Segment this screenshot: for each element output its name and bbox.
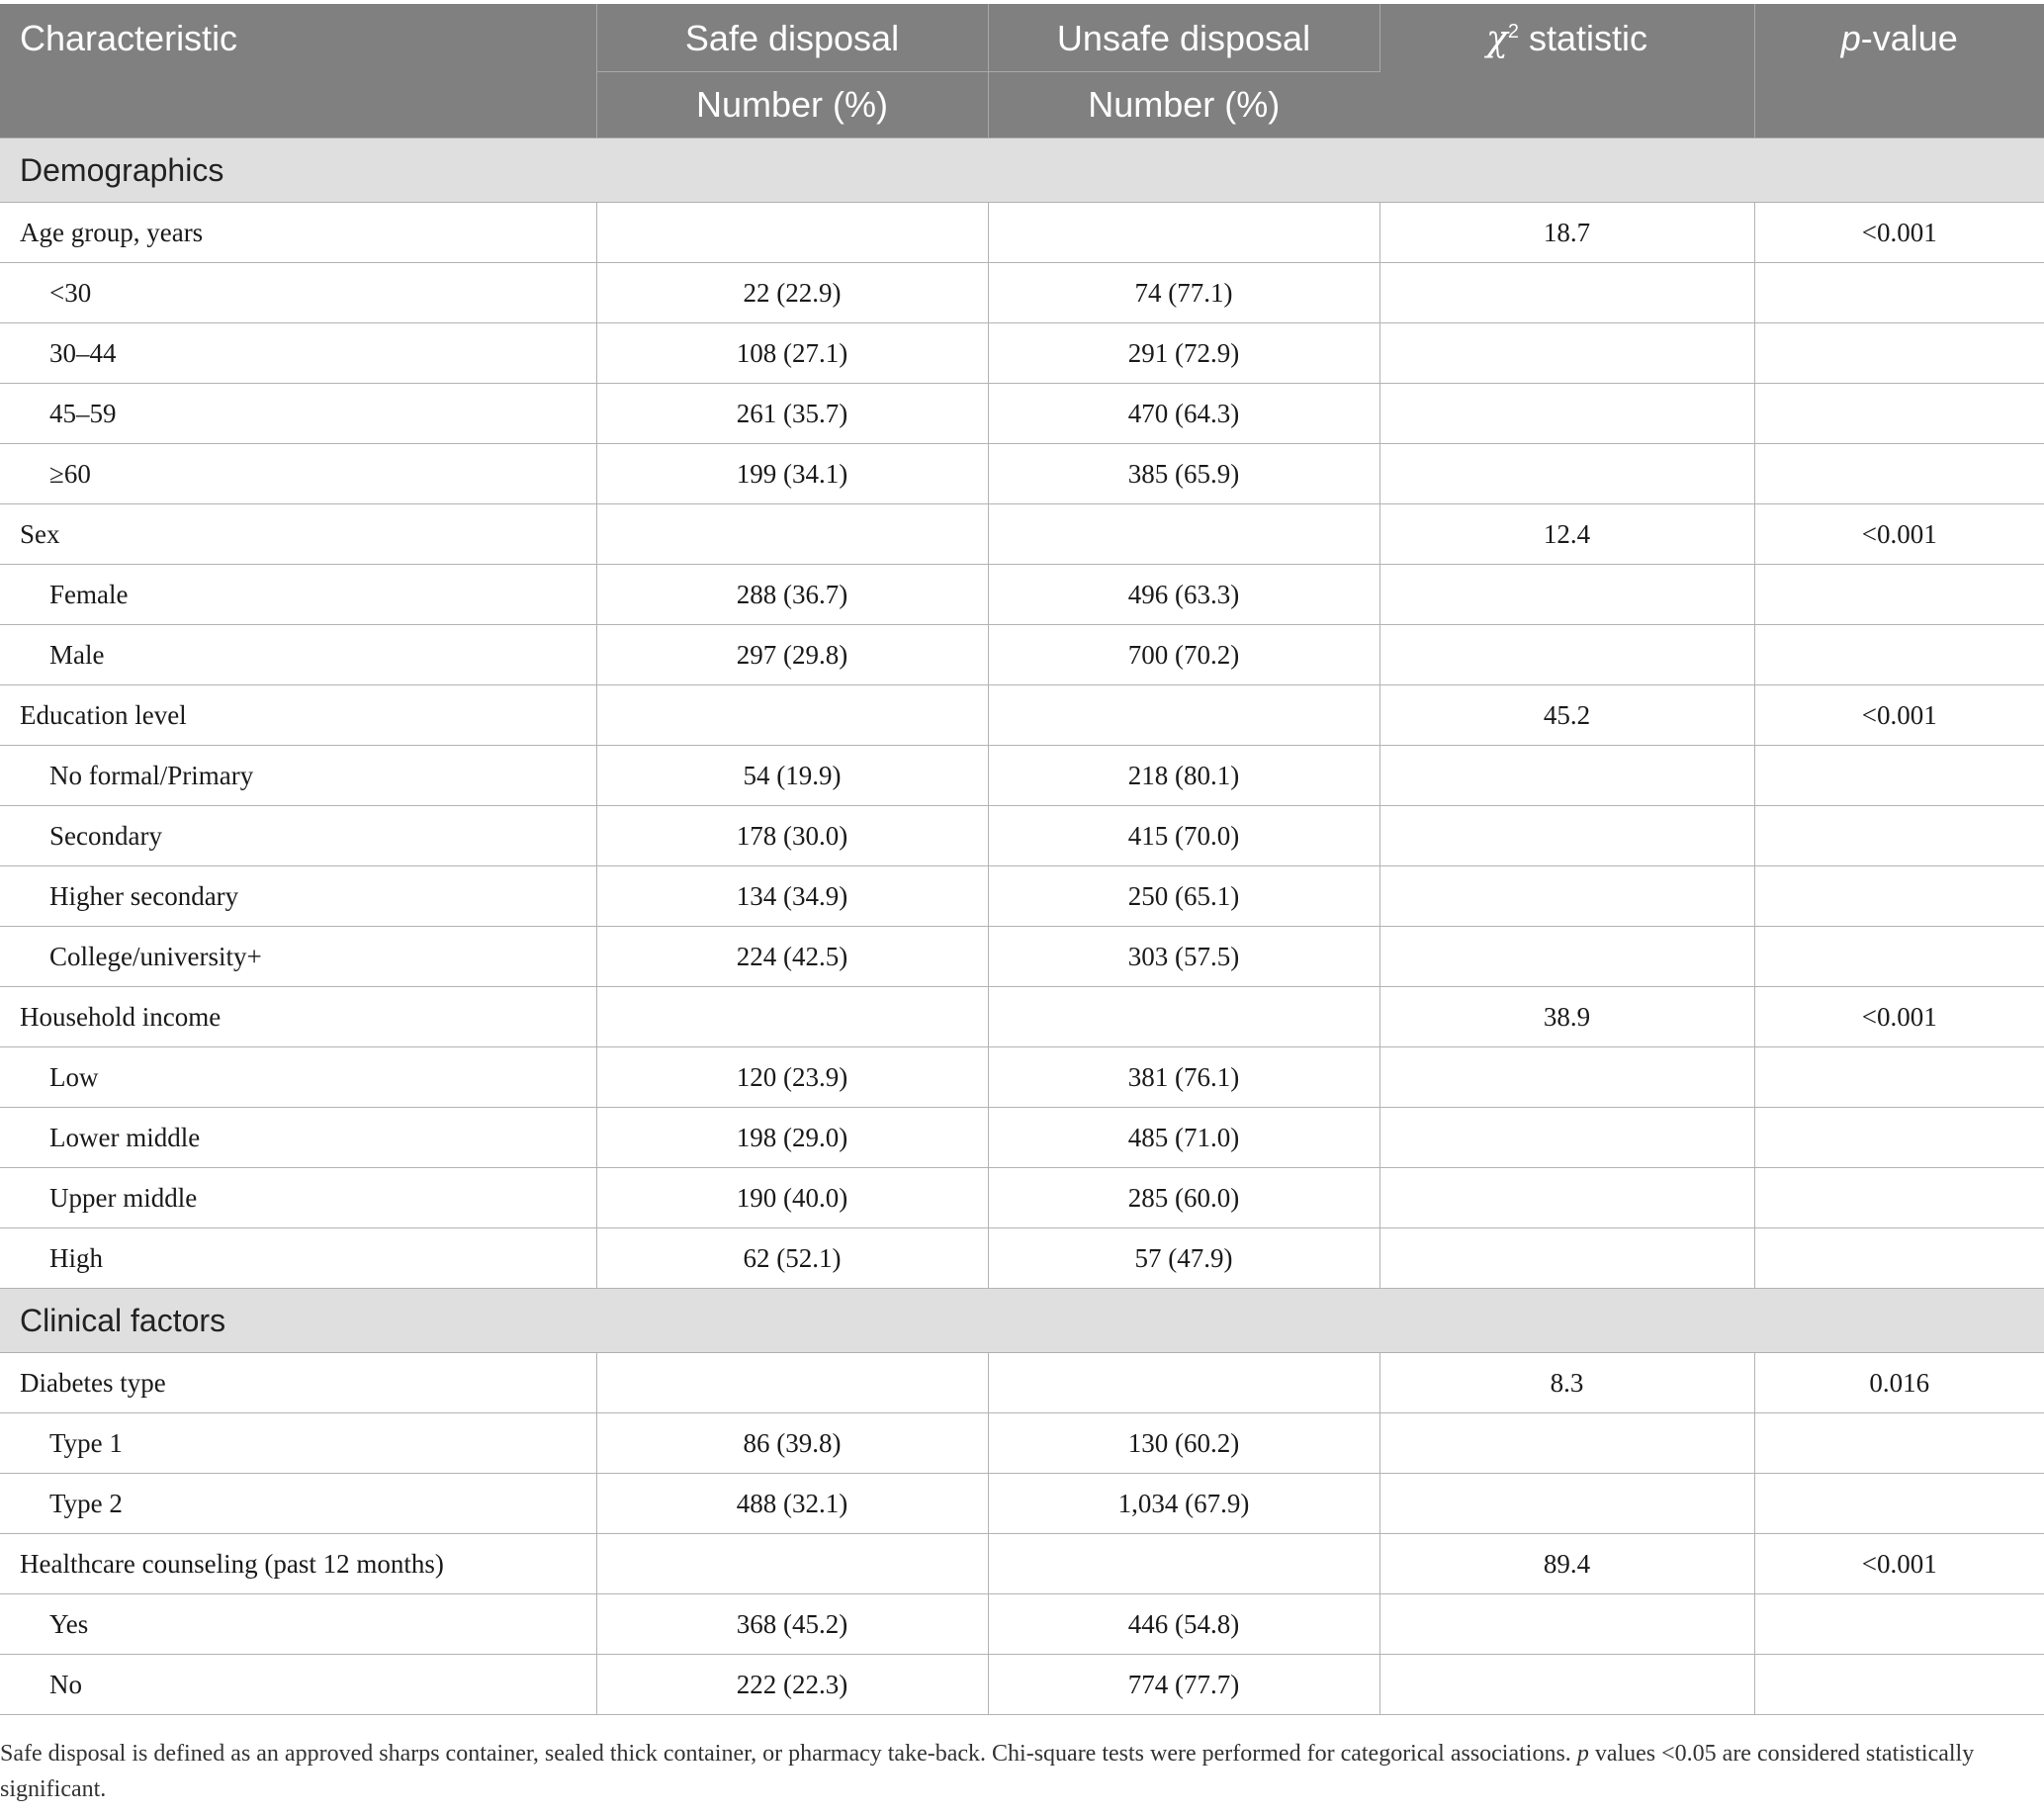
cell-chi-square: [1379, 1413, 1754, 1474]
table-row: [0, 1047, 2044, 1108]
row-label: ≥60: [0, 444, 596, 504]
cell-chi-square: 45.2: [1379, 685, 1754, 746]
header-safe-number-pct: Number (%): [596, 72, 988, 138]
cell-safe: 198 (29.0): [596, 1108, 988, 1168]
cell-chi-square: [1379, 1168, 1754, 1228]
cell-p-value: [1754, 1594, 2044, 1655]
cell-chi-square: [1379, 1594, 1754, 1655]
footnote-text-2: values <0.05 are considered statistically significant.: [0, 1741, 1975, 1802]
header-unsafe-disposal: Unsafe disposal: [988, 4, 1379, 72]
cell-safe: 108 (27.1): [596, 323, 988, 384]
cell-unsafe: [988, 504, 1379, 565]
group-row: [0, 1534, 2044, 1594]
cell-safe: [596, 504, 988, 565]
cell-chi-square: [1379, 444, 1754, 504]
row-label: 30–44: [0, 323, 596, 384]
group-row: [0, 203, 2044, 263]
row-label: Yes: [0, 1594, 596, 1655]
cell-chi-square: [1379, 323, 1754, 384]
cell-chi-square: [1379, 625, 1754, 685]
cell-safe: 190 (40.0): [596, 1168, 988, 1228]
results-table: [0, 4, 2044, 1715]
cell-safe: 22 (22.9): [596, 263, 988, 323]
cell-chi-square: 18.7: [1379, 203, 1754, 263]
cell-safe: 62 (52.1): [596, 1228, 988, 1289]
cell-unsafe: 496 (63.3): [988, 565, 1379, 625]
cell-p-value: <0.001: [1754, 685, 2044, 746]
cell-unsafe: 250 (65.1): [988, 866, 1379, 927]
table-row: [0, 263, 2044, 323]
chi-superscript: 2: [1507, 21, 1519, 43]
cell-unsafe: [988, 1353, 1379, 1413]
cell-p-value: [1754, 323, 2044, 384]
cell-chi-square: [1379, 565, 1754, 625]
cell-unsafe: 485 (71.0): [988, 1108, 1379, 1168]
table-row: [0, 1168, 2044, 1228]
row-label: Diabetes type: [0, 1353, 596, 1413]
cell-safe: 86 (39.8): [596, 1413, 988, 1474]
cell-unsafe: 74 (77.1): [988, 263, 1379, 323]
row-label: Secondary: [0, 806, 596, 866]
group-row: [0, 1353, 2044, 1413]
table-row: [0, 384, 2044, 444]
row-label: Sex: [0, 504, 596, 565]
cell-unsafe: 415 (70.0): [988, 806, 1379, 866]
cell-p-value: [1754, 1168, 2044, 1228]
section-label: Clinical factors: [0, 1289, 2044, 1353]
cell-p-value: 0.016: [1754, 1353, 2044, 1413]
header-chi-square: [1379, 4, 1754, 138]
cell-chi-square: [1379, 1655, 1754, 1715]
table-row: [0, 746, 2044, 806]
p-italic: p: [1840, 18, 1861, 58]
cell-unsafe: 446 (54.8): [988, 1594, 1379, 1655]
cell-p-value: [1754, 866, 2044, 927]
section-row: [0, 138, 2044, 203]
cell-p-value: <0.001: [1754, 203, 2044, 263]
cell-p-value: <0.001: [1754, 504, 2044, 565]
cell-safe: 224 (42.5): [596, 927, 988, 987]
cell-safe: [596, 987, 988, 1047]
cell-unsafe: 385 (65.9): [988, 444, 1379, 504]
cell-chi-square: [1379, 263, 1754, 323]
table-body: [0, 138, 2044, 1715]
table-row: [0, 1594, 2044, 1655]
row-label: High: [0, 1228, 596, 1289]
cell-chi-square: [1379, 866, 1754, 927]
header-p-value: [1754, 4, 2044, 138]
row-label: <30: [0, 263, 596, 323]
table-header: [0, 4, 2044, 138]
cell-chi-square: [1379, 1047, 1754, 1108]
section-label: Demographics: [0, 138, 2044, 203]
cell-chi-square: [1379, 927, 1754, 987]
row-label: Male: [0, 625, 596, 685]
cell-safe: 288 (36.7): [596, 565, 988, 625]
cell-unsafe: [988, 987, 1379, 1047]
cell-unsafe: 57 (47.9): [988, 1228, 1379, 1289]
row-label: 45–59: [0, 384, 596, 444]
cell-p-value: [1754, 384, 2044, 444]
cell-chi-square: [1379, 806, 1754, 866]
cell-p-value: [1754, 1108, 2044, 1168]
cell-p-value: [1754, 1474, 2044, 1534]
header-unsafe-number-pct: Number (%): [988, 72, 1379, 138]
header-safe-disposal: Safe disposal: [596, 4, 988, 72]
row-label: Higher secondary: [0, 866, 596, 927]
table-row: [0, 1228, 2044, 1289]
row-label: Upper middle: [0, 1168, 596, 1228]
cell-p-value: [1754, 1228, 2044, 1289]
cell-unsafe: 291 (72.9): [988, 323, 1379, 384]
cell-chi-square: [1379, 1474, 1754, 1534]
row-label: Age group, years: [0, 203, 596, 263]
table-row: [0, 927, 2044, 987]
row-label: Type 2: [0, 1474, 596, 1534]
cell-chi-square: [1379, 1108, 1754, 1168]
cell-unsafe: 285 (60.0): [988, 1168, 1379, 1228]
row-label: No formal/Primary: [0, 746, 596, 806]
cell-p-value: [1754, 806, 2044, 866]
cell-safe: [596, 203, 988, 263]
cell-p-value: [1754, 565, 2044, 625]
p-label: -value: [1860, 18, 1958, 58]
table-row: [0, 323, 2044, 384]
cell-chi-square: [1379, 746, 1754, 806]
table-row: [0, 565, 2044, 625]
group-row: [0, 987, 2044, 1047]
cell-safe: 54 (19.9): [596, 746, 988, 806]
cell-p-value: <0.001: [1754, 1534, 2044, 1594]
cell-p-value: [1754, 444, 2044, 504]
row-label: College/university+: [0, 927, 596, 987]
cell-unsafe: [988, 203, 1379, 263]
cell-unsafe: 381 (76.1): [988, 1047, 1379, 1108]
table-row: [0, 1474, 2044, 1534]
footnote-p-italic: p: [1576, 1741, 1589, 1767]
chi-label: statistic: [1518, 18, 1647, 58]
table-row: [0, 806, 2044, 866]
cell-chi-square: 89.4: [1379, 1534, 1754, 1594]
header-characteristic: Characteristic: [0, 4, 596, 138]
row-label: No: [0, 1655, 596, 1715]
cell-chi-square: [1379, 1228, 1754, 1289]
table-row: [0, 625, 2044, 685]
group-row: [0, 685, 2044, 746]
cell-safe: 488 (32.1): [596, 1474, 988, 1534]
cell-safe: 222 (22.3): [596, 1655, 988, 1715]
cell-safe: 297 (29.8): [596, 625, 988, 685]
cell-p-value: [1754, 1413, 2044, 1474]
row-label: Type 1: [0, 1413, 596, 1474]
cell-safe: 120 (23.9): [596, 1047, 988, 1108]
cell-unsafe: 218 (80.1): [988, 746, 1379, 806]
table-row: [0, 444, 2044, 504]
row-label: Female: [0, 565, 596, 625]
row-label: Lower middle: [0, 1108, 596, 1168]
cell-p-value: <0.001: [1754, 987, 2044, 1047]
cell-p-value: [1754, 263, 2044, 323]
footnote-text-1: Safe disposal is defined as an approved sharps container, sealed thick container, or pharmacy take-back. Chi-square tests were performed for categorical associations.: [0, 1741, 1577, 1767]
cell-safe: [596, 685, 988, 746]
row-label: Healthcare counseling (past 12 months): [0, 1534, 596, 1594]
cell-unsafe: 774 (77.7): [988, 1655, 1379, 1715]
cell-unsafe: [988, 1534, 1379, 1594]
cell-p-value: [1754, 1655, 2044, 1715]
cell-safe: 178 (30.0): [596, 806, 988, 866]
section-row: [0, 1289, 2044, 1353]
cell-safe: [596, 1353, 988, 1413]
cell-p-value: [1754, 927, 2044, 987]
cell-p-value: [1754, 625, 2044, 685]
cell-safe: 134 (34.9): [596, 866, 988, 927]
cell-chi-square: [1379, 384, 1754, 444]
cell-chi-square: 12.4: [1379, 504, 1754, 565]
table-row: [0, 1655, 2044, 1715]
cell-safe: [596, 1534, 988, 1594]
cell-unsafe: [988, 685, 1379, 746]
table-row: [0, 1413, 2044, 1474]
cell-p-value: [1754, 746, 2044, 806]
table-footnote: [0, 1736, 2017, 1807]
cell-safe: 368 (45.2): [596, 1594, 988, 1655]
cell-unsafe: 700 (70.2): [988, 625, 1379, 685]
row-label: Household income: [0, 987, 596, 1047]
cell-chi-square: 38.9: [1379, 987, 1754, 1047]
cell-chi-square: 8.3: [1379, 1353, 1754, 1413]
table-row: [0, 1108, 2044, 1168]
cell-p-value: [1754, 1047, 2044, 1108]
row-label: Education level: [0, 685, 596, 746]
cell-unsafe: 130 (60.2): [988, 1413, 1379, 1474]
row-label: Low: [0, 1047, 596, 1108]
cell-safe: 199 (34.1): [596, 444, 988, 504]
chi-symbol: χ: [1486, 19, 1508, 59]
group-row: [0, 504, 2044, 565]
cell-safe: 261 (35.7): [596, 384, 988, 444]
cell-unsafe: 470 (64.3): [988, 384, 1379, 444]
table-row: [0, 866, 2044, 927]
cell-unsafe: 303 (57.5): [988, 927, 1379, 987]
cell-unsafe: 1,034 (67.9): [988, 1474, 1379, 1534]
